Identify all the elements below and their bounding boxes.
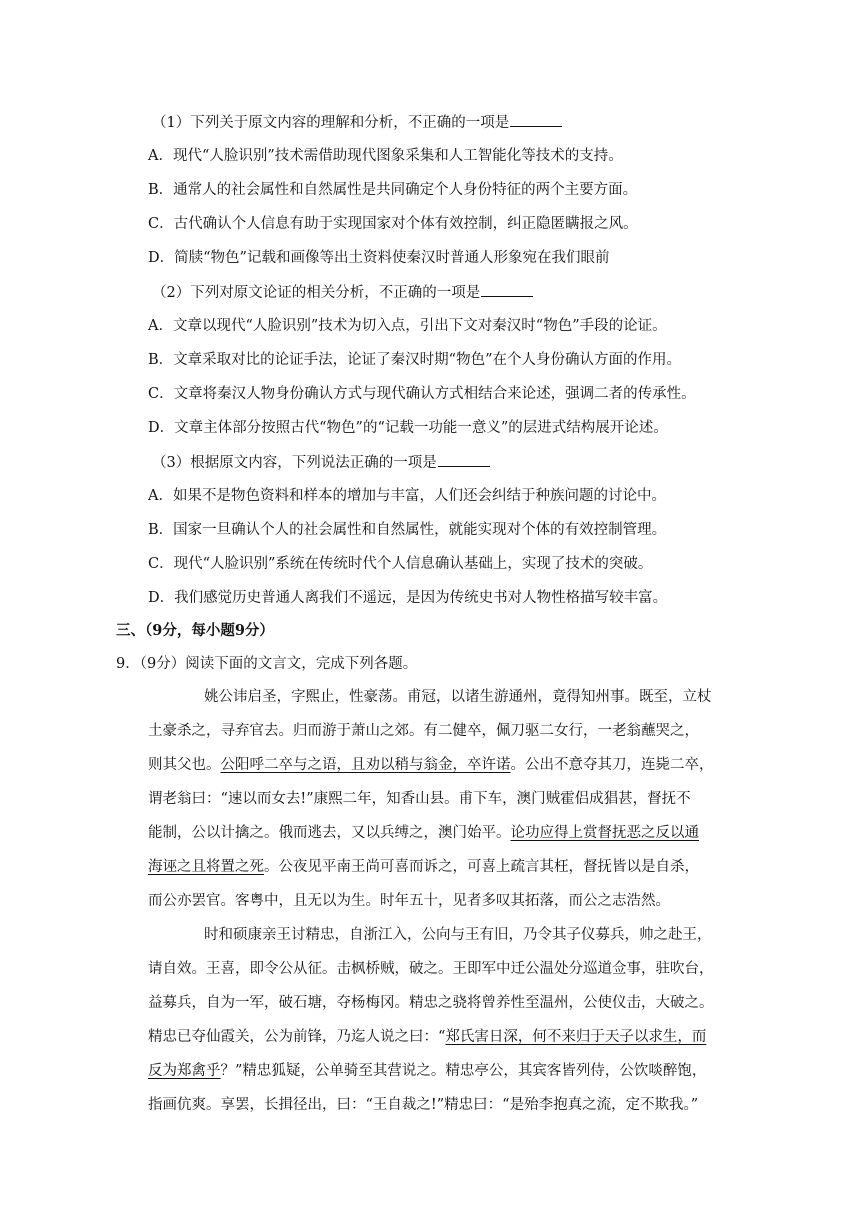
question-3-stem: （3）根据原文内容，下列说法正确的一项是	[152, 452, 490, 473]
q1-option-a: A．现代“人脸识别”技术需借助现代图象采集和人工智能化等技术的支持。	[148, 148, 623, 164]
underlined-sentence: 海诬之且将置之死	[148, 859, 264, 875]
passage-line: 姚公讳启圣，字熙止，性豪荡。甫冠，以诸生游通州，竟得知州事。既至，立杖	[204, 689, 712, 705]
answer-blank	[481, 282, 533, 297]
passage-line: 精忠已夺仙霞关，公为前锋，乃迄人说之曰：“郑氏害日深，何不来归于天子以求生，而	[148, 1029, 707, 1045]
passage-line: 益募兵，自为一军，破石塘，夺杨梅冈。精忠之骁将曾养性至温州，公使仪击，大破之。	[148, 995, 714, 1011]
q2-option-a: A．文章以现代“人脸识别”技术为切入点，引出下文对秦汉时“物色”手段的论证。	[148, 318, 667, 334]
q3-option-c: C．现代“人脸识别”系统在传统时代个人信息确认基础上，实现了技术的突破。	[148, 556, 653, 572]
passage-line: 请自效。王喜，即令公从征。击枫桥贼，破之。王即军中迁公温处分巡道佥事，驻吹台，	[148, 961, 714, 977]
passage-line: 时和硕康亲王讨精忠，自浙江入，公向与王有旧，乃令其子仪募兵，帅之赴王，	[204, 927, 712, 943]
passage-line: 谓老翁曰：“速以而女去!”康熙二年，知香山县。甫下车，澳门贼霍侣成猖甚，督抚不	[148, 791, 691, 807]
passage-line: 指画伉爽。享罢，长揖径出，曰：“王自裁之!”精忠曰：“是殆李抱真之流，定不欺我。”	[148, 1097, 699, 1113]
question-1-stem: （1）下列关于原文内容的理解和分析，不正确的一项是	[152, 112, 562, 133]
passage-line: 而公亦罢官。客粤中，且无以为生。时年五十，见者多叹其拓落，而公之志浩然。	[148, 893, 670, 909]
q1-option-c: C．古代确认个人信息有助于实现国家对个体有效控制，纠正隐匿瞒报之风。	[148, 216, 638, 232]
answer-blank	[510, 112, 562, 127]
underlined-sentence: 反为郑禽乎	[148, 1063, 221, 1079]
section-3-title: 三、（9分，每小题9分）	[116, 622, 274, 639]
answer-blank	[438, 452, 490, 467]
passage-line: 海诬之且将置之死。公夜见平南王尚可喜而诉之，可喜上疏言其枉，督抚皆以是自杀，	[148, 859, 699, 875]
question-2-stem: （2）下列对原文论证的相关分析，不正确的一项是	[152, 282, 533, 303]
q2-option-c: C．文章将秦汉人物身份确认方式与现代确认方式相结合来论述，强调二者的传承性。	[148, 386, 696, 402]
underlined-sentence: 郑氏害日深，何不来归于天子以求生，而	[445, 1029, 707, 1045]
q3-option-a: A．如果不是物色资料和样本的增加与丰富，人们还会纠结于种族问题的讨论中。	[148, 488, 666, 504]
passage-line: 则其父也。公阳呼二卒与之语，且劝以稍与翁金，卒许诺。公出不意夺其刀，连毙二卒，	[148, 757, 714, 773]
passage-line: 土豪杀之，寻弃官去。归而游于萧山之郊。有二健卒，佩刀驱二女行，一老翁蘸哭之，	[148, 723, 699, 739]
q3-option-b: B．国家一旦确认个人的社会属性和自然属性，就能实现对个体的有效控制管理。	[148, 522, 667, 538]
q2-option-d: D．文章主体部分按照古代“物色”的“记载一功能一意义”的层进式结构展开论述。	[148, 420, 668, 436]
q2-option-b: B．文章采取对比的论证手法，论证了秦汉时期“物色”在个人身份确认方面的作用。	[148, 352, 681, 368]
q1-option-b: B．通常人的社会属性和自然属性是共同确定个人身份特征的两个主要方面。	[148, 182, 638, 198]
passage-line: 能制，公以计擒之。俄而逃去，又以兵缚之，澳门始平。论功应得上赏督抚恶之反以通	[148, 825, 699, 841]
underlined-sentence: 公阳呼二卒与之语，且劝以稍与翁金，卒许诺	[220, 757, 511, 773]
passage-line: 反为郑禽乎？”精忠狐疑，公单骑至其营说之。精忠亭公，其宾客皆列侍，公饮啖醉饱，	[148, 1063, 707, 1079]
question-9-intro: 9．（9分）阅读下面的文言文，完成下列各题。	[116, 656, 418, 672]
underlined-sentence: 论功应得上赏督抚恶之反以通	[510, 825, 699, 841]
q3-option-d: D．我们感觉历史普通人离我们不遥远，是因为传统史书对人物性格描写较丰富。	[148, 590, 668, 606]
q1-option-d: D．简牍“物色”记载和画像等出土资料使秦汉时普通人形象宛在我们眼前	[148, 250, 610, 266]
